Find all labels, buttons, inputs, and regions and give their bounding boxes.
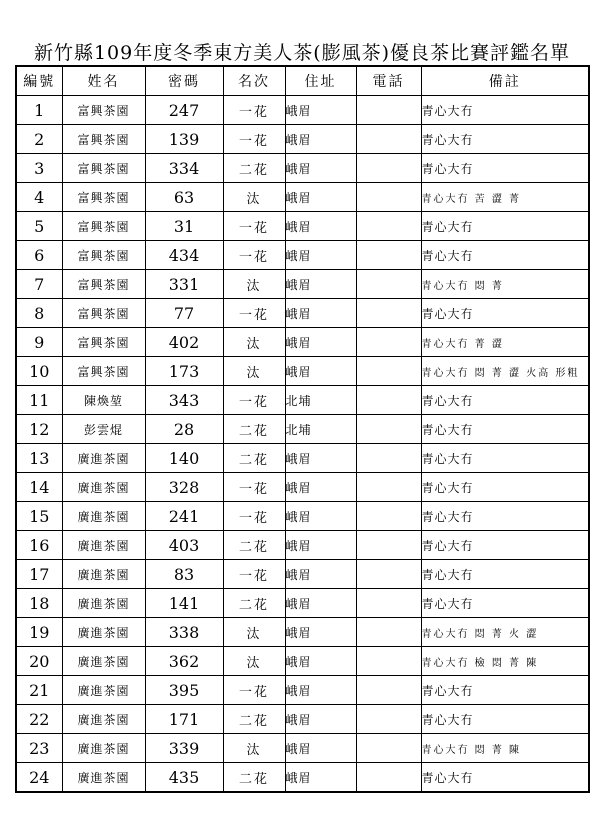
cell-address: 峨眉 [285, 676, 356, 705]
cell-note: 青心大冇 [421, 560, 589, 589]
cell-address: 峨眉 [285, 328, 356, 357]
cell-rank: 二花 [223, 415, 285, 444]
cell-phone [356, 328, 421, 357]
cell-code: 403 [145, 531, 223, 560]
cell-code: 247 [145, 96, 223, 125]
cell-name: 廣進茶園 [62, 502, 145, 531]
cell-code: 395 [145, 676, 223, 705]
table-row [16, 763, 589, 793]
table-row [16, 357, 589, 386]
header-name: 姓名 [62, 66, 145, 96]
cell-address: 峨眉 [285, 705, 356, 734]
cell-phone [356, 705, 421, 734]
cell-phone [356, 299, 421, 328]
cell-rank: 汰 [223, 183, 285, 212]
cell-rank: 二花 [223, 531, 285, 560]
cell-rank: 一花 [223, 676, 285, 705]
cell-no: 5 [16, 212, 62, 241]
cell-note: 青心大冇 [421, 473, 589, 502]
cell-rank: 一花 [223, 502, 285, 531]
cell-rank: 一花 [223, 241, 285, 270]
cell-code: 63 [145, 183, 223, 212]
cell-name: 廣進茶園 [62, 473, 145, 502]
table-row [16, 676, 589, 705]
cell-address: 峨眉 [285, 96, 356, 125]
cell-name: 彭雲焜 [62, 415, 145, 444]
cell-name: 廣進茶園 [62, 676, 145, 705]
cell-rank: 一花 [223, 96, 285, 125]
cell-note: 青心大冇 [421, 386, 589, 415]
cell-code: 141 [145, 589, 223, 618]
cell-name: 富興茶園 [62, 270, 145, 299]
cell-no: 24 [16, 763, 62, 793]
cell-note: 青心大冇 [421, 241, 589, 270]
cell-no: 22 [16, 705, 62, 734]
cell-note: 青心大冇 [421, 154, 589, 183]
table-row [16, 96, 589, 125]
cell-phone [356, 618, 421, 647]
table-row [16, 212, 589, 241]
cell-note: 青心大冇 [421, 705, 589, 734]
cell-no: 7 [16, 270, 62, 299]
cell-name: 陳煥堃 [62, 386, 145, 415]
table-row [16, 560, 589, 589]
cell-rank: 二花 [223, 589, 285, 618]
table-row [16, 589, 589, 618]
cell-address: 峨眉 [285, 502, 356, 531]
cell-no: 18 [16, 589, 62, 618]
cell-phone [356, 531, 421, 560]
cell-note: 青心大冇 [421, 676, 589, 705]
cell-no: 4 [16, 183, 62, 212]
cell-note: 青心大冇 [421, 444, 589, 473]
header-address: 住址 [285, 66, 356, 96]
table-row [16, 618, 589, 647]
cell-code: 83 [145, 560, 223, 589]
header-rank: 名次 [223, 66, 285, 96]
cell-address: 峨眉 [285, 125, 356, 154]
table-row [16, 531, 589, 560]
cell-rank: 汰 [223, 328, 285, 357]
table-body [16, 96, 589, 793]
cell-name: 富興茶園 [62, 357, 145, 386]
cell-name: 廣進茶園 [62, 647, 145, 676]
table-header-row [16, 66, 589, 96]
cell-phone [356, 415, 421, 444]
table-row [16, 734, 589, 763]
cell-no: 23 [16, 734, 62, 763]
cell-note: 青心大冇 [421, 415, 589, 444]
cell-note: 青心大冇 菁 澀 [421, 328, 589, 357]
cell-phone [356, 241, 421, 270]
cell-address: 峨眉 [285, 212, 356, 241]
cell-rank: 二花 [223, 705, 285, 734]
cell-note: 青心大冇 [421, 299, 589, 328]
cell-code: 331 [145, 270, 223, 299]
table-row [16, 473, 589, 502]
cell-code: 139 [145, 125, 223, 154]
cell-address: 峨眉 [285, 618, 356, 647]
cell-name: 廣進茶園 [62, 763, 145, 793]
cell-phone [356, 734, 421, 763]
cell-no: 16 [16, 531, 62, 560]
cell-address: 北埔 [285, 415, 356, 444]
cell-name: 廣進茶園 [62, 618, 145, 647]
cell-code: 31 [145, 212, 223, 241]
cell-address: 峨眉 [285, 560, 356, 589]
cell-rank: 一花 [223, 560, 285, 589]
cell-no: 6 [16, 241, 62, 270]
table-row [16, 241, 589, 270]
cell-phone [356, 154, 421, 183]
cell-note: 青心大冇 [421, 212, 589, 241]
cell-phone [356, 183, 421, 212]
cell-address: 峨眉 [285, 734, 356, 763]
cell-name: 富興茶園 [62, 328, 145, 357]
cell-name: 廣進茶園 [62, 531, 145, 560]
cell-address: 峨眉 [285, 299, 356, 328]
cell-address: 峨眉 [285, 473, 356, 502]
cell-no: 17 [16, 560, 62, 589]
cell-rank: 二花 [223, 763, 285, 793]
results-table [15, 65, 590, 793]
cell-code: 434 [145, 241, 223, 270]
cell-rank: 汰 [223, 270, 285, 299]
cell-no: 12 [16, 415, 62, 444]
cell-rank: 汰 [223, 357, 285, 386]
cell-code: 402 [145, 328, 223, 357]
cell-name: 富興茶園 [62, 125, 145, 154]
cell-phone [356, 444, 421, 473]
cell-code: 435 [145, 763, 223, 793]
cell-phone [356, 386, 421, 415]
cell-no: 15 [16, 502, 62, 531]
cell-phone [356, 763, 421, 793]
cell-phone [356, 502, 421, 531]
cell-no: 20 [16, 647, 62, 676]
cell-rank: 汰 [223, 618, 285, 647]
cell-code: 343 [145, 386, 223, 415]
cell-phone [356, 212, 421, 241]
document-title: 新竹縣109年度冬季東方美人茶(膨風茶)優良茶比賽評鑑名單 [33, 42, 571, 64]
cell-no: 1 [16, 96, 62, 125]
cell-phone [356, 473, 421, 502]
cell-rank: 一花 [223, 386, 285, 415]
cell-no: 8 [16, 299, 62, 328]
cell-note: 青心大冇 [421, 531, 589, 560]
cell-name: 富興茶園 [62, 154, 145, 183]
cell-phone [356, 357, 421, 386]
cell-note: 青心大冇 [421, 502, 589, 531]
cell-code: 171 [145, 705, 223, 734]
table-row [16, 415, 589, 444]
cell-no: 14 [16, 473, 62, 502]
cell-name: 富興茶園 [62, 241, 145, 270]
cell-code: 28 [145, 415, 223, 444]
cell-phone [356, 560, 421, 589]
cell-note: 青心大冇 [421, 125, 589, 154]
cell-address: 峨眉 [285, 531, 356, 560]
cell-rank: 一花 [223, 299, 285, 328]
cell-address: 峨眉 [285, 647, 356, 676]
cell-note: 青心大冇 [421, 96, 589, 125]
cell-code: 140 [145, 444, 223, 473]
cell-address: 峨眉 [285, 763, 356, 793]
cell-note: 青心大冇 悶 菁 澀 火高 形粗 [421, 357, 589, 386]
cell-name: 富興茶園 [62, 212, 145, 241]
cell-rank: 汰 [223, 734, 285, 763]
cell-note: 青心大冇 苦 澀 菁 [421, 183, 589, 212]
cell-name: 廣進茶園 [62, 589, 145, 618]
cell-phone [356, 589, 421, 618]
table-row [16, 270, 589, 299]
table-row [16, 502, 589, 531]
cell-note: 青心大冇 悶 菁 [421, 270, 589, 299]
cell-address: 峨眉 [285, 154, 356, 183]
cell-note: 青心大冇 悶 菁 陳 [421, 734, 589, 763]
cell-address: 峨眉 [285, 444, 356, 473]
cell-rank: 一花 [223, 125, 285, 154]
cell-rank: 二花 [223, 154, 285, 183]
table-row [16, 183, 589, 212]
table-row [16, 299, 589, 328]
cell-note: 青心大冇 檢 悶 菁 陳 [421, 647, 589, 676]
cell-phone [356, 647, 421, 676]
header-no: 編號 [16, 66, 62, 96]
cell-name: 富興茶園 [62, 96, 145, 125]
cell-address: 峨眉 [285, 183, 356, 212]
cell-no: 10 [16, 357, 62, 386]
cell-phone [356, 125, 421, 154]
cell-no: 11 [16, 386, 62, 415]
cell-phone [356, 676, 421, 705]
cell-name: 廣進茶園 [62, 560, 145, 589]
cell-name: 廣進茶園 [62, 444, 145, 473]
cell-name: 廣進茶園 [62, 734, 145, 763]
cell-no: 9 [16, 328, 62, 357]
cell-code: 241 [145, 502, 223, 531]
cell-note: 青心大冇 [421, 589, 589, 618]
table-row [16, 125, 589, 154]
cell-rank: 一花 [223, 473, 285, 502]
cell-no: 21 [16, 676, 62, 705]
cell-rank: 一花 [223, 212, 285, 241]
cell-code: 173 [145, 357, 223, 386]
cell-rank: 二花 [223, 444, 285, 473]
cell-code: 362 [145, 647, 223, 676]
cell-no: 3 [16, 154, 62, 183]
table-row [16, 647, 589, 676]
cell-no: 2 [16, 125, 62, 154]
cell-note: 青心大冇 [421, 763, 589, 793]
cell-note: 青心大冇 悶 菁 火 澀 [421, 618, 589, 647]
cell-name: 富興茶園 [62, 299, 145, 328]
header-code: 密碼 [145, 66, 223, 96]
cell-no: 19 [16, 618, 62, 647]
table-row [16, 705, 589, 734]
cell-code: 338 [145, 618, 223, 647]
table-row [16, 386, 589, 415]
cell-address: 峨眉 [285, 241, 356, 270]
table-row [16, 444, 589, 473]
cell-code: 328 [145, 473, 223, 502]
cell-no: 13 [16, 444, 62, 473]
cell-address: 峨眉 [285, 270, 356, 299]
cell-address: 峨眉 [285, 589, 356, 618]
cell-address: 北埔 [285, 386, 356, 415]
table-row [16, 328, 589, 357]
cell-phone [356, 96, 421, 125]
header-phone: 電話 [356, 66, 421, 96]
cell-code: 334 [145, 154, 223, 183]
cell-code: 77 [145, 299, 223, 328]
cell-address: 峨眉 [285, 357, 356, 386]
cell-name: 富興茶園 [62, 183, 145, 212]
cell-name: 廣進茶園 [62, 705, 145, 734]
header-note: 備註 [421, 66, 589, 96]
cell-phone [356, 270, 421, 299]
table-row [16, 154, 589, 183]
cell-rank: 汰 [223, 647, 285, 676]
cell-code: 339 [145, 734, 223, 763]
